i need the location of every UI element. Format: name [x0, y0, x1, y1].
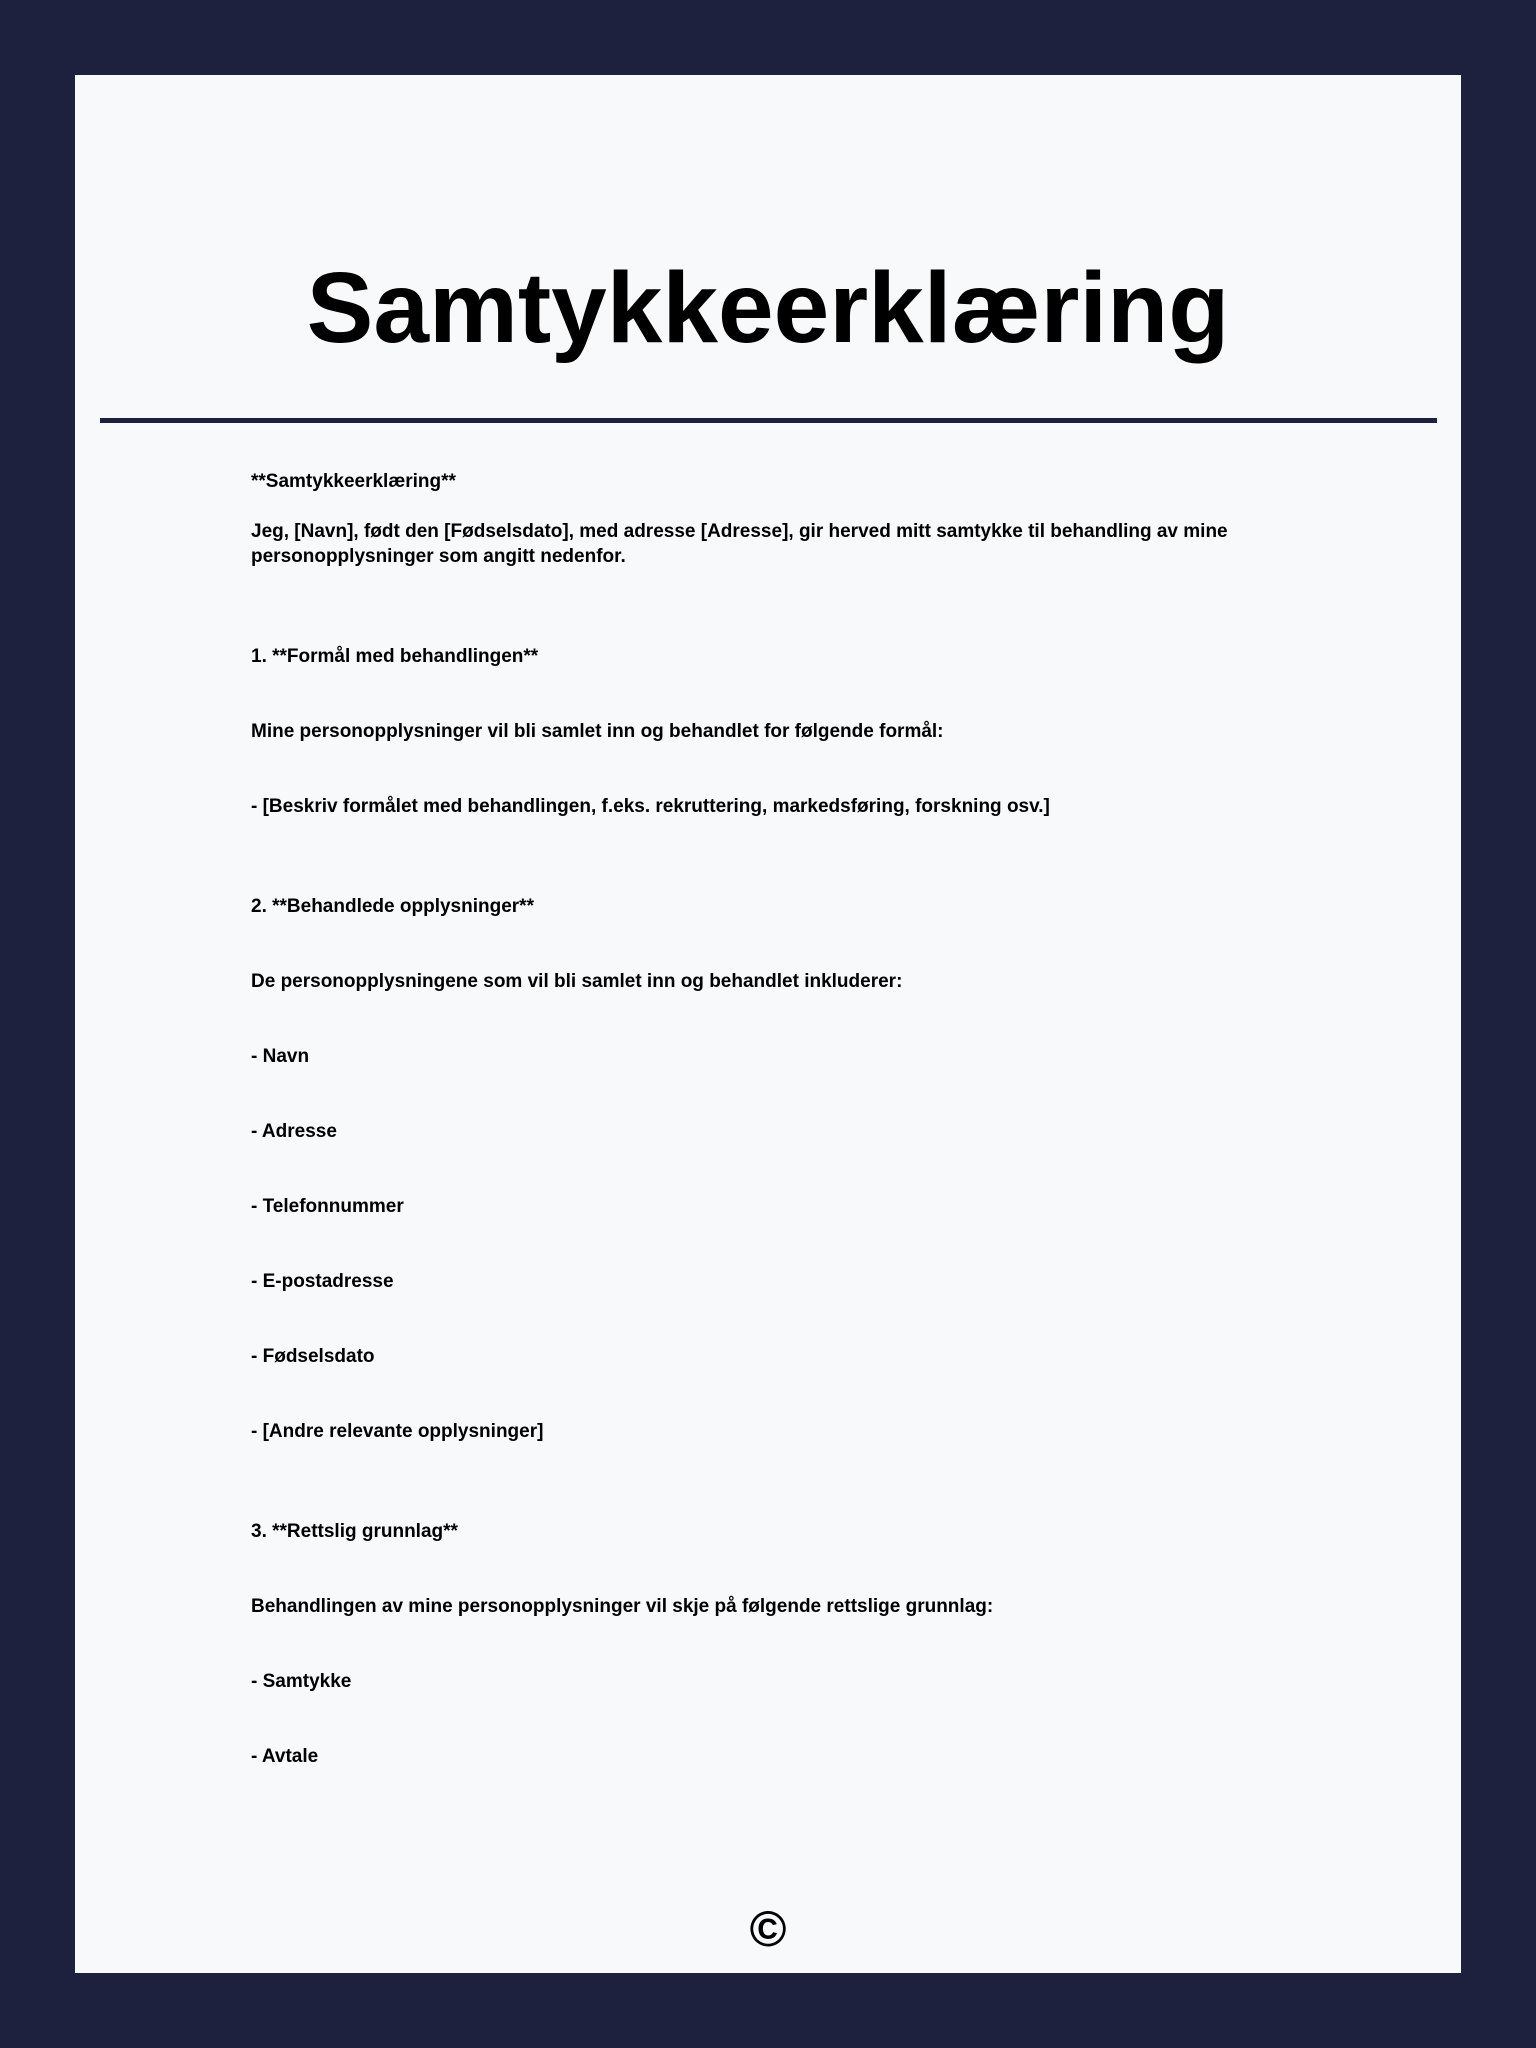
- list-item: - Navn: [251, 1046, 310, 1067]
- intro-paragraph: Jeg, [Navn], født den [Fødselsdato], med adresse [Adresse], gir herved mitt samtykke til behandling av mine personopplysninger som angitt nedenfor.: [251, 521, 1228, 567]
- section-heading-data: 2. **Behandlede opplysninger**: [251, 896, 534, 917]
- intro-heading: **Samtykkeerklæring**: [251, 471, 456, 492]
- list-item: - Fødselsdato: [251, 1346, 375, 1367]
- copyright-icon: ©: [749, 1901, 787, 1957]
- list-item: - [Andre relevante opplysninger]: [251, 1421, 544, 1442]
- document-page: [75, 75, 1461, 1973]
- section-lead-purpose: Mine personopplysninger vil bli samlet inn og behandlet for følgende formål:: [251, 721, 944, 742]
- list-item: - Telefonnummer: [251, 1196, 404, 1217]
- page-title: Samtykkeerklæring: [306, 252, 1230, 364]
- list-item: - Samtykke: [251, 1671, 352, 1692]
- list-item: - E-postadresse: [251, 1271, 394, 1292]
- section-heading-legal-basis: 3. **Rettslig grunnlag**: [251, 1521, 458, 1542]
- document-body: [251, 469, 1261, 1769]
- list-item: - [Beskriv formålet med behandlingen, f.eks. rekruttering, markedsføring, forskning osv.]: [251, 796, 1050, 817]
- section-lead-data: De personopplysningene som vil bli samlet inn og behandlet inkluderer:: [251, 971, 903, 992]
- section-heading-purpose: 1. **Formål med behandlingen**: [251, 646, 539, 667]
- list-item: - Avtale: [251, 1746, 319, 1767]
- section-lead-legal-basis: Behandlingen av mine personopplysninger vil skje på følgende rettslige grunnlag:: [251, 1596, 994, 1617]
- list-item: - Adresse: [251, 1121, 337, 1142]
- title-divider: [100, 418, 1437, 423]
